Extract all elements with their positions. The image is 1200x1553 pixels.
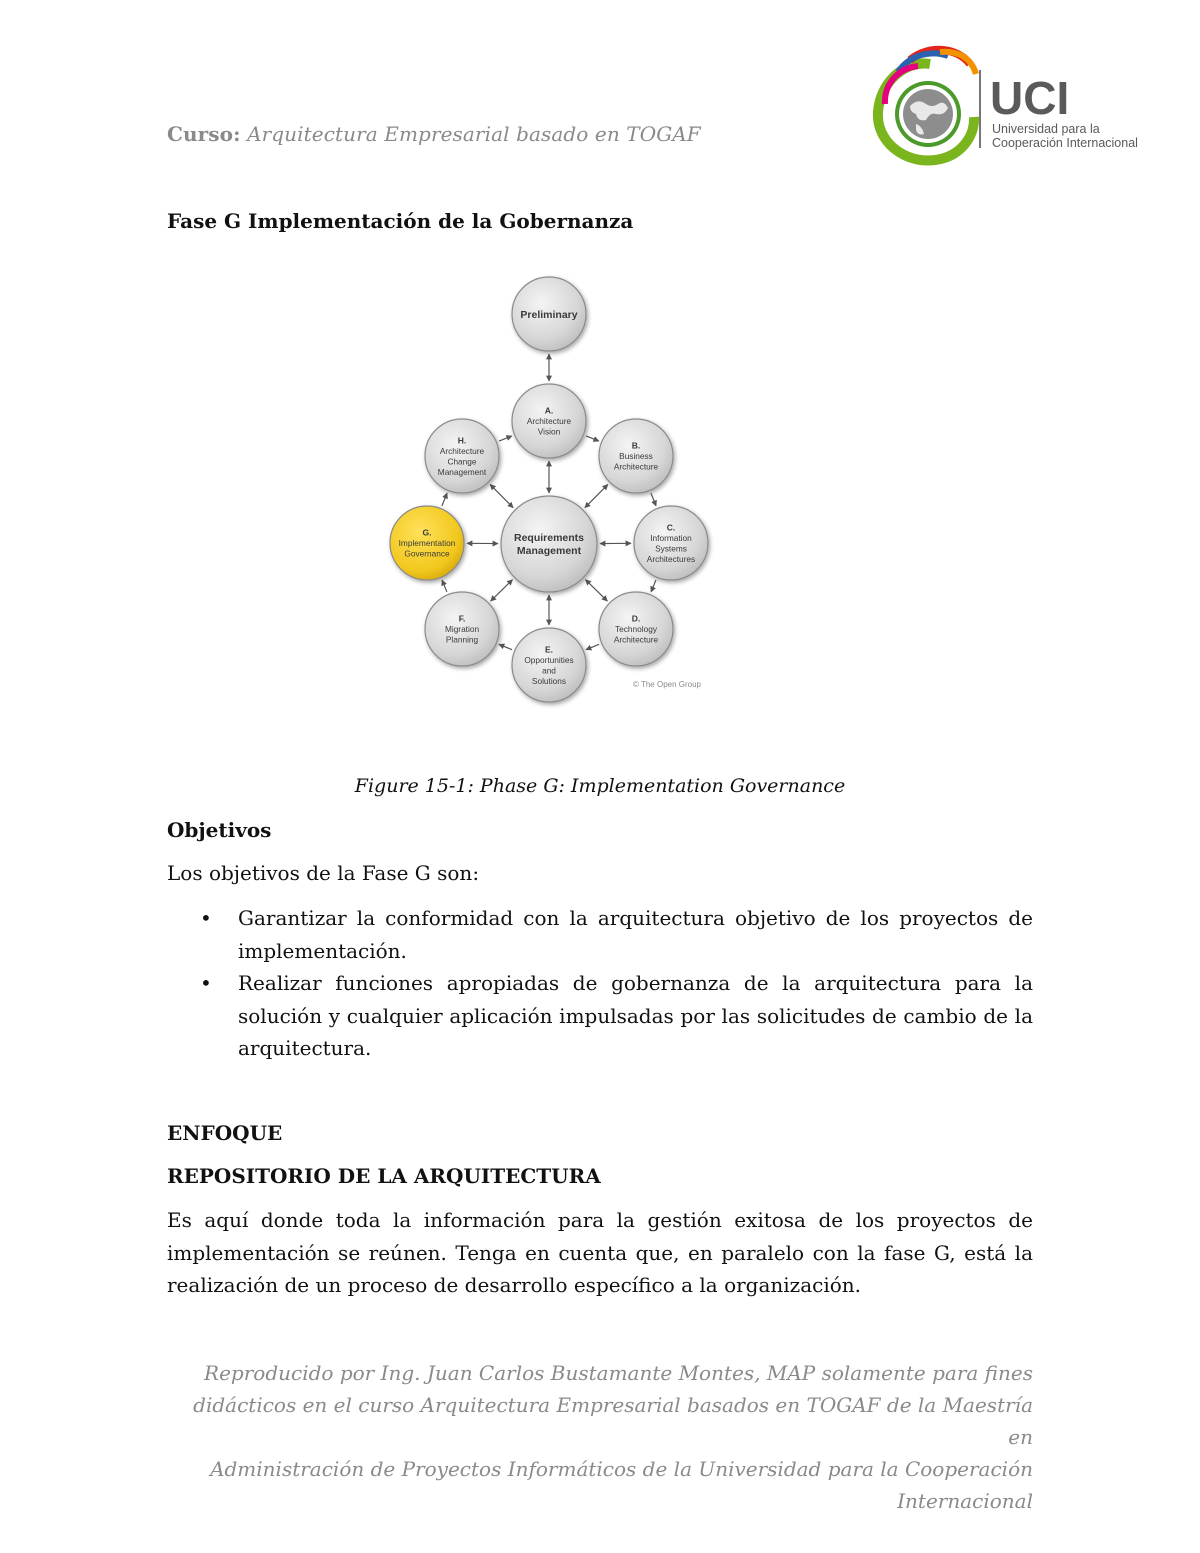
node-label: Management bbox=[516, 545, 582, 557]
node-label: Architecture bbox=[439, 445, 485, 456]
diagram-arrow bbox=[442, 580, 447, 592]
node-letter: F. bbox=[458, 613, 466, 624]
node-phase-h bbox=[425, 419, 499, 493]
objectives-list bbox=[167, 902, 1033, 1065]
course-header bbox=[167, 122, 701, 146]
diagram-arrow bbox=[442, 493, 447, 506]
footer-line: Internacional bbox=[897, 1489, 1033, 1513]
node-letter: B. bbox=[631, 440, 641, 451]
list-item bbox=[167, 967, 1033, 1065]
node-label: Implementation bbox=[398, 538, 456, 548]
node-phase-a bbox=[512, 384, 586, 458]
node-phase-g bbox=[390, 506, 464, 580]
course-label: Curso: bbox=[167, 122, 241, 146]
node-label: Planning bbox=[445, 634, 479, 645]
node-phase-c bbox=[634, 506, 708, 580]
node-preliminary bbox=[512, 277, 586, 351]
node-label: Migration bbox=[444, 624, 480, 634]
figure-caption: Figure 15-1: Phase G: Implementation Governance bbox=[354, 775, 846, 797]
node-label: Management bbox=[437, 466, 487, 477]
node-letter: D. bbox=[631, 613, 641, 624]
footer-line: didácticos en el curso Arquitectura Empresarial basados en TOGAF de la Maestría en bbox=[193, 1393, 1033, 1449]
logo-line-2: Cooperación Internacional bbox=[992, 136, 1138, 150]
diagram-arrow bbox=[651, 580, 656, 592]
node-requirements-management bbox=[501, 496, 597, 592]
node-label: Preliminary bbox=[520, 309, 578, 321]
node-label: Opportunities bbox=[524, 654, 574, 665]
node-label: Change bbox=[447, 456, 477, 467]
diagram-arrow bbox=[585, 484, 608, 507]
diagram-arrow bbox=[586, 436, 599, 441]
diagram-arrow bbox=[585, 580, 607, 601]
footer-line: Reproducido por Ing. Juan Carlos Bustamante Montes, MAP solamente para fines bbox=[204, 1361, 1033, 1385]
node-phase-f bbox=[425, 592, 499, 666]
node-label: Architecture bbox=[613, 634, 659, 645]
node-label: Information bbox=[650, 532, 692, 543]
node-letter: G. bbox=[422, 527, 432, 538]
uci-logo bbox=[870, 42, 1160, 172]
diagram-arrow bbox=[499, 436, 512, 441]
node-phase-e bbox=[512, 628, 586, 702]
footer-line: Administración de Proyectos Informáticos de la Universidad para la Cooperación bbox=[210, 1457, 1033, 1481]
node-label: Governance bbox=[404, 548, 450, 559]
node-label: Systems bbox=[655, 543, 687, 554]
diagram-arrow bbox=[499, 644, 512, 649]
repository-heading: REPOSITORIO DE LA ARQUITECTURA bbox=[167, 1164, 601, 1188]
bullet: • bbox=[200, 906, 212, 930]
bullet: • bbox=[200, 971, 212, 995]
node-phase-b bbox=[599, 419, 673, 493]
node-letter: E. bbox=[544, 644, 554, 655]
footer-note bbox=[167, 1357, 1033, 1517]
node-label: Architecture bbox=[526, 416, 572, 426]
node-label: Architectures bbox=[646, 553, 696, 564]
objective-text: Realizar funciones apropiadas de gobernanza de la arquitectura para la solución y cualquier aplicación impulsadas por las solicitudes de cambio de la arquitectura. bbox=[238, 971, 1033, 1060]
approach-heading: ENFOQUE bbox=[167, 1121, 283, 1145]
course-name: Arquitectura Empresarial basado en TOGAF bbox=[247, 122, 701, 146]
logo-acronym: UCI bbox=[990, 72, 1070, 124]
node-letter: H. bbox=[457, 435, 467, 446]
node-letter: C. bbox=[666, 522, 676, 533]
logo-line-1: Universidad para la bbox=[992, 122, 1100, 136]
node-label: Architecture bbox=[613, 461, 659, 472]
diagram-arrow bbox=[651, 493, 656, 506]
node-label: and bbox=[542, 665, 556, 676]
node-letter: A. bbox=[544, 405, 554, 416]
togaf-adm-diagram bbox=[385, 270, 721, 716]
node-label: Business bbox=[619, 451, 653, 461]
objective-text: Garantizar la conformidad con la arquitectura objetivo de los proyectos de implementación. bbox=[238, 906, 1033, 963]
section-title: Fase G Implementación de la Gobernanza bbox=[167, 209, 634, 233]
objectives-intro: Los objetivos de la Fase G son: bbox=[167, 861, 480, 885]
node-label: Requirements bbox=[513, 532, 585, 544]
objectives-heading: Objetivos bbox=[167, 818, 272, 842]
diagram-arrow bbox=[586, 644, 599, 649]
repository-paragraph: Es aquí donde toda la información para la gestión exitosa de los proyectos de implementación se reúnen. Tenga en cuenta que, en paralelo con la fase G, está la realización de un proceso de desarrollo específico a la organización. bbox=[167, 1208, 1033, 1297]
list-item bbox=[167, 902, 1033, 967]
node-label: Technology bbox=[615, 624, 657, 634]
node-phase-d bbox=[599, 592, 673, 666]
diagram-arrow bbox=[490, 484, 513, 507]
node-label: Solutions bbox=[531, 675, 567, 686]
diagram-arrow bbox=[491, 580, 513, 601]
diagram-copyright: © The Open Group bbox=[632, 680, 702, 689]
node-label: Vision bbox=[537, 426, 561, 437]
